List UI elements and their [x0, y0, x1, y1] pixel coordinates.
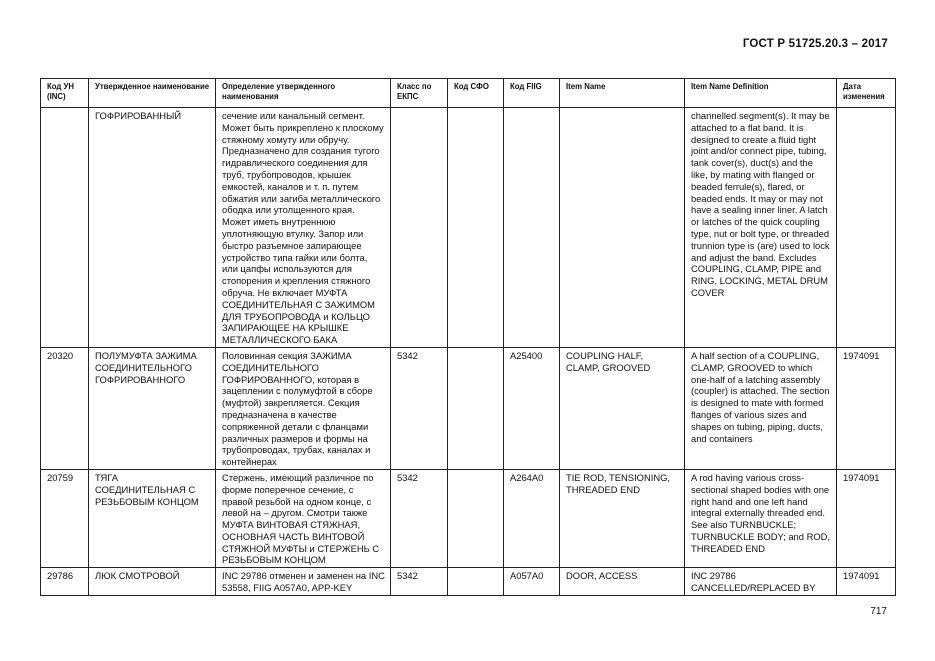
cell-item-name: TIE ROD, TENSIONING, THREADED END	[560, 469, 685, 567]
cell-item-name: COUPLING HALF, CLAMP, GROOVED	[560, 347, 685, 469]
table-row	[41, 469, 896, 567]
cell-item-definition: A half section of a COUPLING, CLAMP, GROOVED to which one-half of a latching assembly (coupler) is attached. The section is designed to mate with formed flanges of various sizes and shapes on tubing, piping, ducts, and containers	[685, 347, 837, 469]
cell-date: 1974091	[837, 568, 896, 596]
cell-inc: 20320	[41, 347, 89, 469]
cell-class: 5342	[391, 347, 448, 469]
cell-date: 1974091	[837, 469, 896, 567]
cell-fiig: A25400	[504, 347, 560, 469]
col-header-inc: Код УН (INC)	[41, 79, 89, 108]
col-header-sfo: Код СФО	[448, 79, 504, 108]
cell-item-definition: channelled segment(s). It may be attached to a flat band. It is designed to create a fluid tight joint and/or connect pipe, tubing, tank cover(s), duct(s) and the like, by mating with flanged or beaded ferrule(s), flared, or beaded ends. It may or may not have a sealing inner liner. A latch or latches of the quick coupling type, nut or bolt type, or threaded trunnion type is (are) used to lock and adjust the band. Excludes COUPLING, CLAMP, PIPE and RING, LOCKING, METAL DRUM COVER	[685, 108, 837, 348]
cell-date: 1974091	[837, 347, 896, 469]
page-number: 717	[870, 606, 887, 617]
table-row	[41, 347, 896, 469]
cell-name: ГОФРИРОВАННЫЙ	[89, 108, 216, 348]
cell-date	[837, 108, 896, 348]
col-header-date: Дата изменения	[837, 79, 896, 108]
cell-item-name: DOOR, ACCESS	[560, 568, 685, 596]
document-code: ГОСТ Р 51725.20.3 – 2017	[742, 38, 888, 50]
cell-definition: INC 29786 отменен и заменен на INC 53558, FIIG A057A0, APP-KEY	[216, 568, 391, 596]
col-header-item-definition: Item Name Definition	[685, 79, 837, 108]
cell-class: 5342	[391, 568, 448, 596]
cell-inc: 29786	[41, 568, 89, 596]
cell-class	[391, 108, 448, 348]
cell-class: 5342	[391, 469, 448, 567]
col-header-class: Класс по ЕКПС	[391, 79, 448, 108]
cell-definition: сечение или канальный сегмент. Может быть прикреплено к плоскому стяжному хомуту или обручу. Предназначено для создания тугого гидравлического соединения для труб, трубопроводов, крышек емкостей, каналов и т. п. путем обжатия или загиба металлического ободка или утолщенного края. Может иметь внутреннюю уплотняющую втулку. Запор или быстро разъемное запирающее устройство типа гайки или болта, или цапфы используются для стопорения и крепления стяжного обруча. Не включает МУФТА СОЕДИНИТЕЛЬНАЯ С ЗАЖИМОМ ДЛЯ ТРУБОПРОВОДА и КОЛЬЦО ЗАПИРАЮЩЕЕ НА КРЫШКЕ МЕТАЛЛИЧЕСКОГО БАКА	[216, 108, 391, 348]
col-header-definition: Определение утвержденного наименования	[216, 79, 391, 108]
cell-sfo	[448, 469, 504, 567]
table-row	[41, 108, 896, 348]
cell-item-name	[560, 108, 685, 348]
cell-item-definition: A rod having various cross-sectional shaped bodies with one right hand and one left hand integral externally threaded end. See also TURNBUCKLE; TURNBUCKLE BODY; and ROD, THREADED END	[685, 469, 837, 567]
col-header-name: Утвержденное наименование	[89, 79, 216, 108]
cell-name: ПОЛУМУФТА ЗАЖИМА СОЕДИНИТЕЛЬНОГО ГОФРИРОВАННОГО	[89, 347, 216, 469]
cell-sfo	[448, 568, 504, 596]
cell-item-definition: INC 29786 CANCELLED/REPLACED BY	[685, 568, 837, 596]
col-header-item-name: Item Name	[560, 79, 685, 108]
register-table	[40, 78, 896, 596]
cell-definition: Стержень, имеющий различное по форме поперечное сечение, с правой резьбой на одном конце, с левой на – другом. Смотри также МУФТА ВИНТОВАЯ СТЯЖНАЯ, ОСНОВНАЯ ЧАСТЬ ВИНТОВОЙ СТЯЖНОЙ МУФТЫ и СТЕРЖЕНЬ С РЕЗЬБОВЫМ КОНЦОМ	[216, 469, 391, 567]
cell-name: ЛЮК СМОТРОВОЙ	[89, 568, 216, 596]
col-header-fiig: Код FIIG	[504, 79, 560, 108]
cell-fiig	[504, 108, 560, 348]
table-row	[41, 568, 896, 596]
cell-inc: 20759	[41, 469, 89, 567]
cell-definition: Половинная секция ЗАЖИМА СОЕДИНИТЕЛЬНОГО ГОФРИРОВАННОГО, которая в зацеплении с полумуфтой в сборе (муфтой) закрепляется. Секция предназначена в качестве сопряженной детали с фланцами различных размеров и формы на трубопроводах, трубах, каналах и контейнерах	[216, 347, 391, 469]
cell-name: ТЯГА СОЕДИНИТЕЛЬНАЯ С РЕЗЬБОВЫМ КОНЦОМ	[89, 469, 216, 567]
cell-fiig: A264A0	[504, 469, 560, 567]
cell-fiig: A057A0	[504, 568, 560, 596]
cell-inc	[41, 108, 89, 348]
cell-sfo	[448, 347, 504, 469]
cell-sfo	[448, 108, 504, 348]
table-header-row	[41, 79, 896, 108]
